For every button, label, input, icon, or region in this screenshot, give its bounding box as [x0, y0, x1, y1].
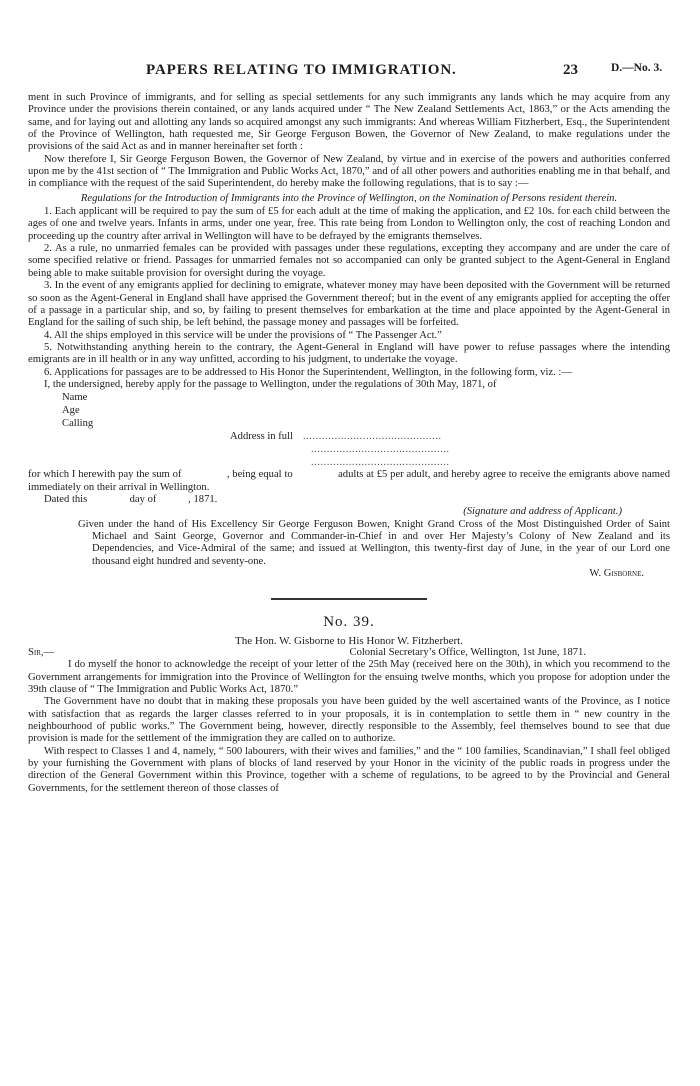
form-address-row: [230, 430, 670, 443]
regulation-5: 5. Notwithstanding anything herein to the contrary, the Agent-General in England will have power to refuse passages where the intending emigrants are in ill health or in any way unfitted, according to his judgment, to undertake the voyage.: [28, 341, 670, 366]
application-form: [28, 391, 670, 469]
signatory: W. Gisborne.: [589, 568, 644, 579]
section-divider: [271, 598, 427, 600]
form-address-dots-2: ............................................: [311, 444, 450, 456]
proclamation-para-1: ment in such Province of immigrants, and for selling as special settlements for any such immigrants any lands which he may acquire from any Province under the provisions therein contained, or any lands acquired under “ The New Zealand Settlements Act, 1863,” or the Acts amending the same, and for laying out and allotting any lands so acquired amongst any such immigrants: And whereas William Fitzherbert, Esq., the Superintendent of the Province of Wellington, hath requested me, Sir George Ferguson Bowen, the Governor of New Zealand, to make regulations under the provisions of the said Act as and in manner hereinafter set forth :: [28, 92, 670, 153]
regulation-6: 6. Applications for passages are to be addressed to His Honor the Superintendent, Wellington, in the following form, viz. :—: [44, 366, 572, 378]
letter-correspondents: The Hon. W. Gisborne to His Honor W. Fitzherbert.: [235, 634, 463, 647]
running-title: PAPERS RELATING TO IMMIGRATION.: [146, 62, 457, 78]
regulations-heading: Regulations for the Introduction of Immigrants into the Province of Wellington, on the Nomination of Persons resident therein.: [80, 192, 618, 204]
letter-number: No. 39.: [323, 613, 375, 630]
form-name-label: Name: [62, 392, 88, 404]
form-dated: Dated this day of , 1871.: [44, 493, 218, 505]
letter-dateline: Colonial Secretary’s Office, Wellington, 1st June, 1871.: [349, 646, 586, 658]
given-under-hand: Given under the hand of His Excellency Sir George Ferguson Bowen, Knight Grand Cross of the Most Distinguished Order of Saint Michael and Saint George, Governor and Commander-in-Chief in and over Her Majesty’s Colony of New Zealand and its Dependencies, and Vice-Admiral of the same; and issued at Wellington, this twenty-first day of June, in the year of our Lord one thousand eight hundred and seventy-one.: [78, 518, 670, 567]
form-calling-label: Calling: [62, 418, 94, 430]
form-address-dots: ............................................: [302, 431, 442, 443]
page-body: [28, 62, 673, 795]
letter-salutation: Sir,—: [28, 646, 55, 658]
form-intro: I, the undersigned, hereby apply for the passage to Wellington, under the regulations of 30th May, 1871, of: [44, 378, 497, 390]
regulation-1: 1. Each applicant will be required to pay the sum of £5 for each adult at the time of making the application, and £2 10s. for each child between the ages of one and twelve years. Infants in arms, under one year, free. This rate being from London to Wellington only, the cost of reaching London and proceeding up the country after arrival in Wellington will have to be defrayed by the emigrants themselves.: [28, 206, 670, 242]
letter-salutation-row: [28, 647, 670, 659]
page-number: 23: [563, 62, 578, 78]
form-address-dots-3: ............................................: [311, 457, 450, 469]
form-age-label: Age: [62, 405, 80, 417]
regulation-4: 4. All the ships employed in this service will be under the provisions of “ The Passenger Act.”: [44, 329, 442, 341]
regulation-3: 3. In the event of any emigrants applied for declining to emigrate, whatever money may have been deposited with the Government will be returned so soon as the Agent-General in England shall have apprised the Government thereof; but in the event of any emigrants applied for accepting the offer of a passage in a particular ship, and so, by failing to present themselves for embarkation at the time and place appointed by the Agent-General in England for the sailing of such ship, be left behind, the passage money and passages will be forfeited.: [28, 280, 670, 329]
form-signature-caption: (Signature and address of Applicant.): [463, 506, 622, 518]
letter-para-3: With respect to Classes 1 and 4, namely, “ 500 labourers, with their wives and families,” and the “ 100 families, Scandinavian,” I shall feel obliged by your furnishing the Government with plans of blocks of land reserved by your Honor in the vicinity of the public roads in progress under the direction of the General Government within this Province, together with a scheme of regulations, to be agreed to by the Provincial and General Governments, for the settlement thereon of those classes of: [28, 745, 670, 794]
document-reference: D.—No. 3.: [611, 62, 663, 74]
form-payment: for which I herewith pay the sum of , being equal to adults at £5 per adult, and hereby agree to receive the emigrants above named immediately on their arrival in Wellington.: [28, 469, 673, 493]
regulation-2: 2. As a rule, no unmarried females can be provided with passages under these regulations, excepting they accompany and are under the care of some specified relative or friend. Passages for unmarried females not so accompanied can only be granted subject to the Agent-General in England being able to make suitable provision for oversight during the voyage.: [28, 243, 670, 279]
form-address-label: Address in full: [230, 431, 293, 443]
proclamation-para-2: Now therefore I, Sir George Ferguson Bowen, the Governor of New Zealand, by virtue and in exercise of the powers and authorities conferred upon me by the 41st section of “ The Immigration and Public Works Act, 1870,” and of all other powers and authorities enabling me in that behalf, and in compliance with the request of the said Superintendent, do hereby make the following regulations, that is to say :—: [28, 153, 670, 190]
letter-para-1: I do myself the honor to acknowledge the receipt of your letter of the 25th May (received here on the 30th), in which you recommend to the Government arrangements for immigration into the Province of Wellington for the ensuing twelve months, which you propose for adoption under the 39th clause of “ The Immigration and Public Works Act, 1870.”: [28, 659, 670, 695]
letter-para-2: The Government have no doubt that in making these proposals you have been guided by the well ascertained wants of the Province, as I notice with satisfaction that as regards the larger classes referred to in your proposals, it is in contemplation to settle them in “ new country in the neighbourhood of public works.” The Government being, however, directly responsible to the Assembly, feel themselves bound to see that due provision is made for the settlement of the immigration they are called on to authorize.: [28, 696, 670, 745]
